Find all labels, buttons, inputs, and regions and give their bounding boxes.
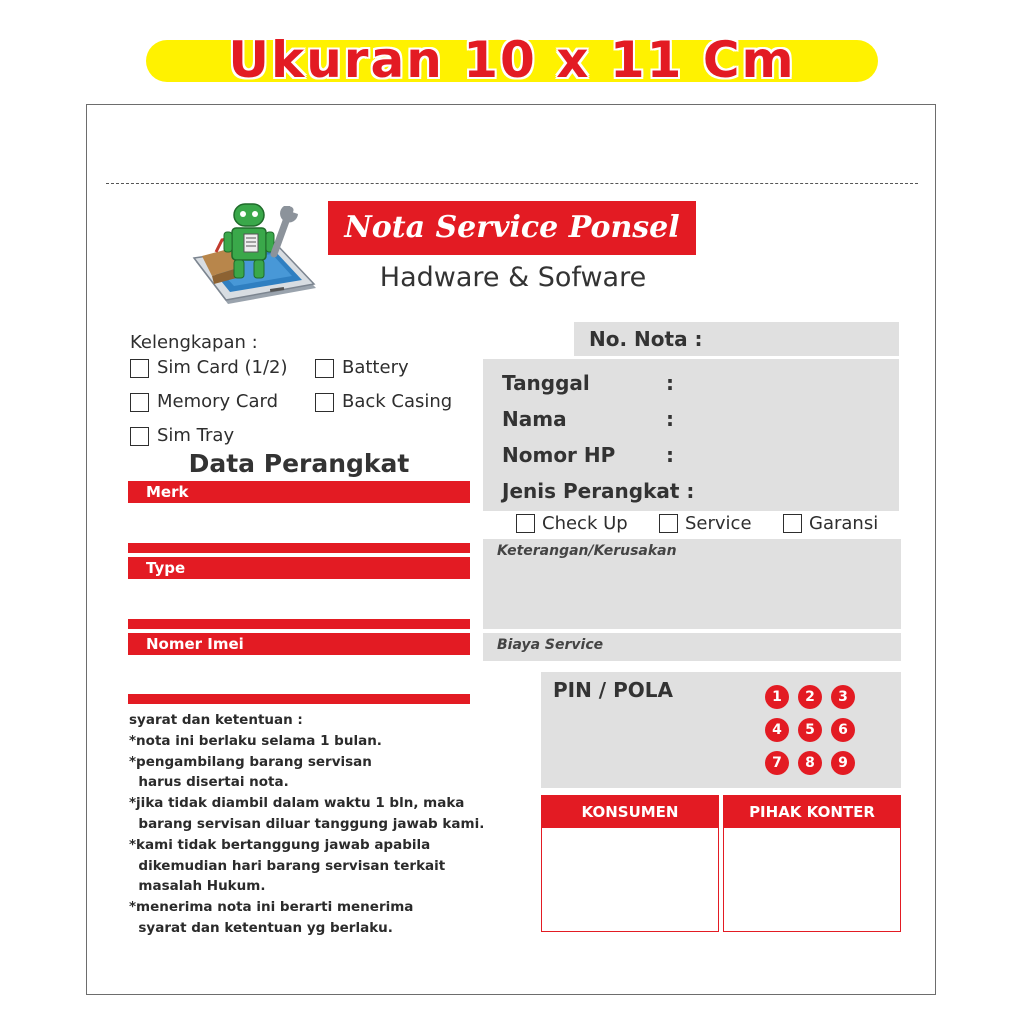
document-subtitle: Hadware & Sofware bbox=[379, 262, 647, 293]
checkbox-label: Garansi bbox=[809, 513, 879, 534]
pihak-konter-label: PIHAK KONTER bbox=[724, 796, 900, 828]
pin-dot-6: 6 bbox=[831, 718, 855, 742]
terms-line: *menerima nota ini berarti menerima bbox=[129, 899, 414, 916]
pin-dot-4: 4 bbox=[765, 718, 789, 742]
terms-line: *kami tidak bertanggung jawab apabila bbox=[129, 836, 431, 853]
terms-line: *jika tidak diambil dalam waktu 1 bln, maka bbox=[129, 795, 465, 812]
nomor-hp-label: Nomor HP bbox=[502, 443, 616, 467]
type-bar: Type bbox=[128, 557, 470, 579]
pin-dot-9: 9 bbox=[831, 751, 855, 775]
checkbox-check-up[interactable] bbox=[516, 514, 535, 533]
field-colon: : bbox=[666, 371, 674, 395]
konsumen-signature-box bbox=[541, 795, 719, 932]
pin-dot-8: 8 bbox=[798, 751, 822, 775]
checkbox-label: Memory Card bbox=[157, 391, 279, 412]
cut-line bbox=[106, 183, 918, 184]
document-title: Nota Service Ponsel bbox=[344, 210, 680, 245]
imei-underline bbox=[128, 694, 470, 704]
konsumen-label: KONSUMEN bbox=[542, 796, 718, 828]
pin-dot-1: 1 bbox=[765, 685, 789, 709]
checkbox-memory-card[interactable] bbox=[130, 393, 149, 412]
pin-dot-7: 7 bbox=[765, 751, 789, 775]
imei-bar: Nomer Imei bbox=[128, 633, 470, 655]
kelengkapan-label: Kelengkapan : bbox=[130, 332, 258, 353]
field-colon: : bbox=[666, 407, 674, 431]
checkbox-service[interactable] bbox=[659, 514, 678, 533]
terms-line: masalah Hukum. bbox=[129, 878, 266, 895]
terms-line: dikemudian hari barang servisan terkait bbox=[129, 857, 446, 874]
terms-title: syarat dan ketentuan : bbox=[129, 712, 303, 728]
merk-bar: Merk bbox=[128, 481, 470, 503]
pin-dot-5: 5 bbox=[798, 718, 822, 742]
biaya-label: Biaya Service bbox=[497, 637, 604, 653]
terms-block bbox=[129, 710, 485, 939]
no-nota-label: No. Nota : bbox=[589, 327, 703, 351]
terms-line: *nota ini berlaku selama 1 bulan. bbox=[129, 732, 382, 749]
data-perangkat-title: Data Perangkat bbox=[188, 449, 410, 478]
checkbox-back-casing[interactable] bbox=[315, 393, 334, 412]
checkbox-label: Sim Card (1/2) bbox=[157, 357, 288, 378]
type-underline bbox=[128, 619, 470, 629]
checkbox-battery[interactable] bbox=[315, 359, 334, 378]
checkbox-label: Battery bbox=[342, 357, 409, 378]
checkbox-sim-card[interactable] bbox=[130, 359, 149, 378]
checkbox-sim-tray[interactable] bbox=[130, 427, 149, 446]
jenis-perangkat-label: Jenis Perangkat : bbox=[502, 479, 695, 503]
pin-dot-2: 2 bbox=[798, 685, 822, 709]
keterangan-label: Keterangan/Kerusakan bbox=[497, 543, 677, 559]
checkbox-label: Check Up bbox=[542, 513, 628, 534]
pihak-konter-signature-box bbox=[723, 795, 901, 932]
field-colon: : bbox=[666, 443, 674, 467]
nama-label: Nama bbox=[502, 407, 567, 431]
merk-underline bbox=[128, 543, 470, 553]
robot-phone-logo-icon bbox=[188, 196, 320, 314]
terms-line: barang servisan diluar tanggung jawab kami. bbox=[129, 815, 485, 832]
tanggal-label: Tanggal bbox=[502, 371, 590, 395]
terms-line: harus disertai nota. bbox=[129, 774, 289, 791]
checkbox-label: Back Casing bbox=[342, 391, 453, 412]
terms-line: *pengambilang barang servisan bbox=[129, 753, 372, 770]
checkbox-label: Service bbox=[685, 513, 752, 534]
pin-dot-3: 3 bbox=[831, 685, 855, 709]
checkbox-garansi[interactable] bbox=[783, 514, 802, 533]
pin-label: PIN / POLA bbox=[553, 678, 673, 702]
checkbox-label: Sim Tray bbox=[157, 425, 235, 446]
terms-line: syarat dan ketentuan yg berlaku. bbox=[129, 919, 393, 936]
size-banner-text: Ukuran 10 x 11 Cm bbox=[228, 31, 796, 89]
